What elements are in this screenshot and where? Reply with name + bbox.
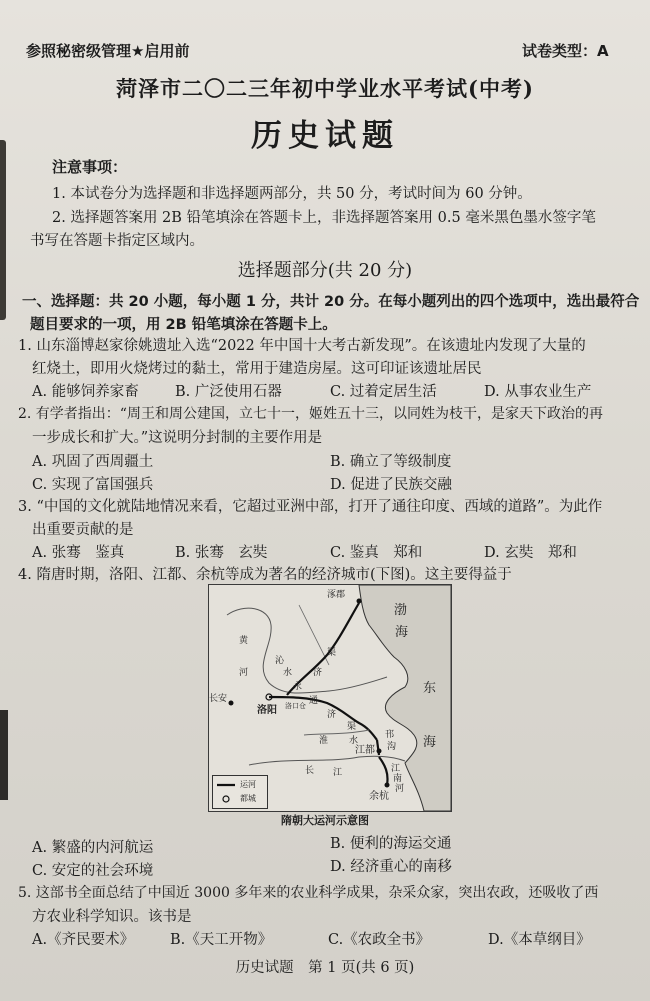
q4-option-d[interactable]: D. 经济重心的南移 [330,859,452,875]
q2-stem-line-1: 2. 有学者指出：“周王和周公建国，立七十一，姬姓五十三，以同姓为枝干，是家天下政治的再 [18,406,603,422]
notice-heading: 注意事项： [52,158,128,176]
map-label-tongji-3: 渠 [347,722,357,732]
map-label-jiangnan-1: 江 [391,764,401,774]
map-label-jiang: 江 [333,768,343,778]
q4-stem-line-1: 4. 隋唐时期，洛阳、江都、余杭等成为著名的经济城市(下图)。这主要得益于 [18,567,512,583]
page-footer: 历史试题 第 1 页(共 6 页) [235,960,415,976]
map-label-yongji-1: 永 [293,682,303,692]
map-label-hangou-1: 邗 [385,730,395,740]
map-label-tongji-1: 通 [309,696,319,706]
q5-option-d[interactable]: D.《本草纲目》 [488,932,591,948]
q4-option-b[interactable]: B. 便利的海运交通 [330,836,452,852]
q2-option-a[interactable]: A. 巩固了西周疆土 [32,454,154,470]
legend-capital-circle [223,796,229,802]
notice-item-1: 1. 本试卷分为选择题和非选择题两部分，共 50 分，考试时间为 60 分钟。 [52,186,532,202]
map-label-he-1: 黄 [239,636,249,646]
huai-river [304,730,369,735]
q4-option-a[interactable]: A. 繁盛的内河航运 [32,840,154,856]
map-label-zhuojun: 涿郡 [327,590,346,600]
legend-city-label: 都城 [240,794,256,803]
q5-option-a[interactable]: A.《齐民要术》 [32,932,135,948]
paper-type: 试卷类型：A [522,42,609,60]
map-label-bohai-2: 海 [395,625,409,640]
map-label-bohai-1: 渤 [394,603,408,618]
q3-option-b[interactable]: B. 张骞 玄奘 [175,545,268,561]
q5-option-c[interactable]: C.《农政全书》 [328,932,431,948]
zhuojun-dot [357,599,362,604]
q1-stem-line-2: 红烧土，即用火烧烤过的黏土，常用于建造房屋。这可印证该遗址居民 [32,361,482,377]
q2-option-c[interactable]: C. 实现了富国强兵 [32,477,154,493]
map-label-yuhang: 余杭 [369,791,389,802]
q1-option-a[interactable]: A. 能够饲养家畜 [32,384,139,400]
shadow-edge [0,140,6,320]
map-label-shui: 水 [349,736,359,746]
map-caption: 隋朝大运河示意图 [281,814,369,827]
q1-option-c[interactable]: C. 过着定居生活 [330,384,437,400]
section-intro-line-2: 题目要求的一项，用 2B 铅笔填涂在答题卡上。 [30,317,337,333]
map-label-jiangdu: 江都 [355,745,375,756]
q3-stem-line-2: 出重要贡献的是 [32,522,134,538]
q2-option-d[interactable]: D. 促进了民族交融 [330,477,452,493]
q1-stem-line-1: 1. 山东淄博赵家徐姚遗址入选“2022 年中国十大考古新发现”。在该遗址内发现了大量的 [18,338,586,354]
q1-option-d[interactable]: D. 从事农业生产 [484,384,592,400]
map-label-donghai-2: 海 [423,735,437,750]
q4-option-c[interactable]: C. 安定的社会环境 [32,863,154,879]
changan-dot [229,701,234,706]
q1-option-b[interactable]: B. 广泛使用石器 [175,384,282,400]
q2-stem-line-2: 一步成长和扩大。”这说明分封制的主要作用是 [32,430,323,446]
map-label-chang: 长 [305,766,315,776]
jiangnan-canal [379,757,388,785]
map-label-yongji-3: 渠 [327,648,337,658]
q5-option-b[interactable]: B.《天工开物》 [170,932,273,948]
q2-option-b[interactable]: B. 确立了等级制度 [330,454,452,470]
section-intro-line-1: 一、选择题：共 20 小题，每小题 1 分，共计 20 分。在每小题列出的四个选项中，选出最符合 [22,294,640,310]
map-label-yongji-2: 济 [313,668,323,678]
map-label-jiangnan-2: 南 [393,774,403,784]
map-label-luokou: 洛口仓 [285,702,306,710]
map-label-changan: 长安 [209,694,228,704]
map-label-tongji-2: 济 [327,710,337,720]
river-branch [299,605,329,665]
notice-item-2-line-2: 书写在答题卡指定区域内。 [30,233,204,249]
map-label-luoyang: 洛阳 [257,705,277,716]
section-title: 选择题部分(共 20 分) [237,260,413,281]
notice-item-2-line-1: 2. 选择题答案用 2B 铅笔填涂在答题卡上，非选择题答案用 0.5 毫米黑色墨水签字笔 [52,210,596,226]
map-label-hangou-2: 沟 [387,742,397,752]
jiangdu-dot [377,749,382,754]
exam-title: 菏泽市二〇二三年初中学业水平考试(中考) [116,76,534,101]
grand-canal-map [208,584,452,812]
legend-canal-label: 运河 [240,780,256,789]
map-label-huai: 淮 [319,736,329,746]
q3-stem-line-1: 3. “中国的文化就陆地情况来看，它超过亚洲中部，打开了通往印度、西域的道路”。为此作 [18,499,603,515]
binding-edge [0,710,8,800]
q3-option-d[interactable]: D. 玄奘 郑和 [484,545,577,561]
map-label-he-2: 河 [239,668,249,678]
q5-stem-line-1: 5. 这部书全面总结了中国近 3000 多年来的农业科学成果，杂采众家，突出农政，还吸收了西 [18,885,599,901]
q5-stem-line-2: 方农业科学知识。该书是 [32,909,192,925]
map-legend [212,775,268,809]
map-label-qin-1: 沁 [275,656,285,666]
map-label-jiangnan-3: 河 [395,784,405,794]
subject-title: 历史试题 [251,118,399,154]
secrecy-label: 参照秘密级管理★启用前 [26,42,190,60]
map-label-donghai-1: 东 [423,681,437,696]
sea-area [359,585,451,811]
q3-option-c[interactable]: C. 鉴真 郑和 [330,545,423,561]
map-label-qin-2: 水 [283,668,293,678]
q3-option-a[interactable]: A. 张骞 鉴真 [32,545,125,561]
